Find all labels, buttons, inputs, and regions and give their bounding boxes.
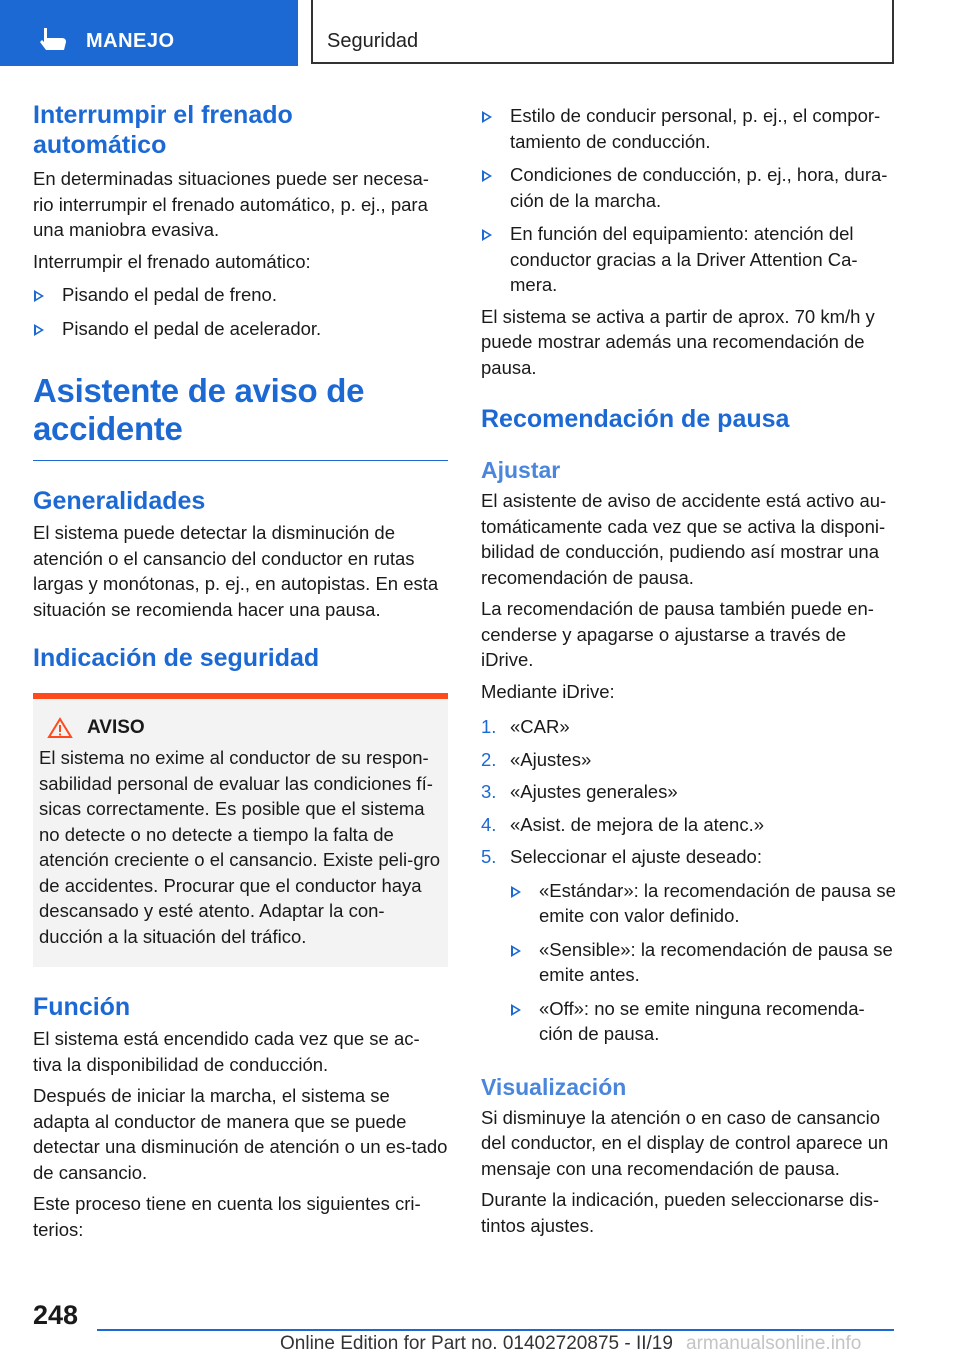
section-label: Seguridad [327,30,419,52]
triangle-bullet-icon [34,324,44,336]
option-list [510,878,896,1047]
list-item: Condiciones de conducción, p. ej., hora, dura-ción de la marcha. [481,162,896,213]
heading-generalidades: Generalidades [33,487,206,515]
list-item: «Off»: no se emite ninguna recomenda-ción de pausa. [510,996,896,1047]
heading-recomendacion: Recomendación de pausa [481,405,790,433]
list-item: 1. «CAR» [481,716,570,737]
list-item: Pisando el pedal de acelerador. [33,316,448,342]
chapter-label: MANEJO [86,30,175,52]
paragraph: El sistema se activa a partir de aprox. 70 km/h y puede mostrar además una recomendación de pausa. [481,305,875,378]
warning-text: El sistema no exime al conductor de su respon-sabilidad personal de evaluar las condiciones fí-sicas correctamente. Es posible que el sistema no detecte o no detecte a tiempo la falta de atención creciente o el cansancio. Existe peli-gro de accidentes. Procurar que el conductor haya descansado y esté atento. Adaptar la con-ducción a la situación del tráfico. [39,747,441,947]
heading-visualizacion: Visualización [481,1073,627,1100]
triangle-bullet-icon [482,111,492,123]
paragraph: Después de iniciar la marcha, el sistema se adapta al conductor de manera que se puede detectar una disminución de atención o un es-tado de cansancio. [33,1085,448,1183]
numbered-list [481,714,896,870]
warning-box [33,693,448,967]
list-item: 2. «Ajustes» [481,748,592,770]
section-header [311,0,894,64]
heading-indicacion: Indicación de seguridad [33,644,320,672]
bullet-list [33,282,448,341]
hand-pointer-icon [38,26,68,52]
heading-interrumpir: Interrumpir el frenado automático [33,101,293,159]
list-item: Pisando el pedal de freno. [33,282,448,308]
paragraph: El asistente de aviso de accidente está activo au-tomáticamente cada vez que se activa la disponi-bilidad de conducción, pudiendo así mostrar una recomendación de pausa. [481,490,887,588]
paragraph: Mediante iDrive: [481,680,615,702]
heading-funcion: Función [33,993,131,1021]
warning-triangle-icon [47,717,73,739]
page-number: 248 [33,1300,79,1330]
paragraph: La recomendación de pausa también puede en-cenderse y apagarse o ajustarse a través de iDrive. [481,598,874,670]
edition-text: Online Edition for Part no. 01402720875 - II/19 [280,1333,673,1354]
chapter-tab [0,0,298,66]
list-item: 3. «Ajustes generales» [481,781,678,802]
list-item: «Estándar»: la recomendación de pausa se emite con valor definido. [510,878,896,929]
heading-rule [33,460,448,461]
left-column [33,100,448,1242]
heading-ajustar: Ajustar [481,457,561,483]
triangle-bullet-icon [511,1004,521,1016]
paragraph: El sistema está encendido cada vez que se ac-tiva la disponibilidad de conducción. [33,1028,420,1075]
bullet-list [481,103,896,298]
paragraph: Si disminuye la atención o en caso de cansancio del conductor, en el display de control aparece un mensaje con una recomendación de pausa. [481,1106,889,1179]
triangle-bullet-icon [511,886,521,898]
list-item: «Sensible»: la recomendación de pausa se emite antes. [510,937,896,988]
warning-title: AVISO [47,717,442,739]
paragraph: Interrumpir el frenado automático: [33,250,311,272]
triangle-bullet-icon [482,229,492,241]
triangle-bullet-icon [34,290,44,302]
list-item: 4. «Asist. de mejora de la atenc.» [481,813,765,835]
paragraph: El sistema puede detectar la disminución de atención o el cansancio del conductor en rutas largas y monótonas, p. ej., en autopistas. En esta situación se recomienda hacer una pausa. [33,522,439,620]
paragraph: En determinadas situaciones puede ser necesa-rio interrumpir el frenado automático, p. ej., para una maniobra evasiva. [33,168,429,240]
heading-asistente: Asistente de aviso de accidente [33,372,365,447]
paragraph: Durante la indicación, pueden seleccionarse dis-tintos ajustes. [481,1189,879,1236]
right-column [481,103,896,1238]
list-item: 5. Seleccionar el ajuste deseado: [481,846,762,867]
watermark-text: armanualsonline.info [686,1333,862,1354]
list-item: Estilo de conducir personal, p. ej., el compor-tamiento de conducción. [481,103,896,154]
paragraph: Este proceso tiene en cuenta los siguientes cri-terios: [33,1193,421,1240]
list-item: En función del equipamiento: atención del conductor gracias a la Driver Attention Ca-mera. [481,221,896,298]
triangle-bullet-icon [482,170,492,182]
footer-rule [97,1329,894,1331]
triangle-bullet-icon [511,945,521,957]
